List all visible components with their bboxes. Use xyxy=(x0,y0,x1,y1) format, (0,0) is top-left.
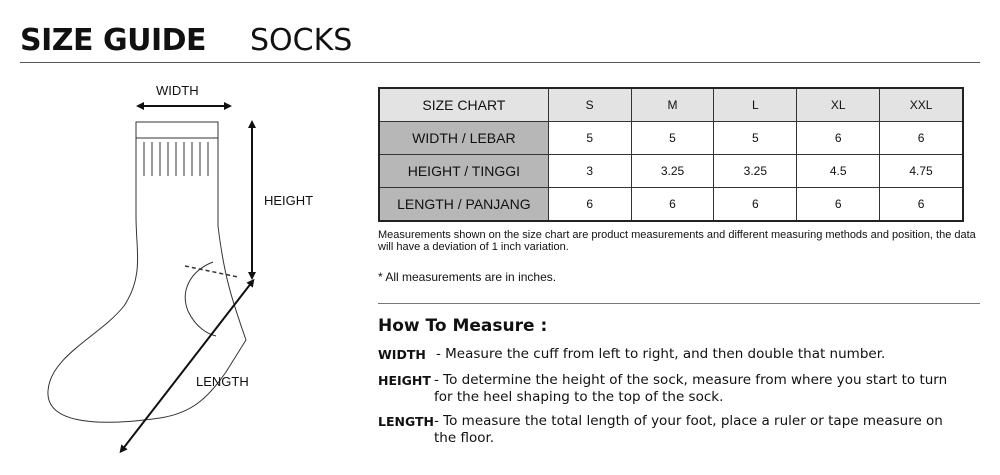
table-cell: 5 xyxy=(548,122,631,155)
height-label: HEIGHT xyxy=(264,193,314,208)
table-header-row xyxy=(379,88,963,122)
measure-desc: - To determine the height of the sock, measure from where you start to turn for the heel shaping to the top of the sock. xyxy=(434,372,948,405)
sock-ribs xyxy=(144,142,208,176)
table-cell: 6 xyxy=(880,188,963,222)
table-cell: 5 xyxy=(631,122,714,155)
measure-key: WIDTH xyxy=(378,347,426,362)
page-header xyxy=(20,16,352,56)
table-corner-cell: SIZE CHART xyxy=(379,88,548,122)
how-to-measure-title: How To Measure : xyxy=(378,316,548,336)
page-title: SIZE GUIDE xyxy=(20,23,207,58)
sock-illustration xyxy=(40,76,340,470)
table-cell: 6 xyxy=(797,122,880,155)
row-label: HEIGHT / TINGGI xyxy=(379,155,548,188)
column-header: L xyxy=(714,88,797,122)
row-label: LENGTH / PANJANG xyxy=(379,188,548,222)
section-divider xyxy=(378,303,980,304)
sock-heel xyxy=(185,262,216,336)
table-cell: 6 xyxy=(714,188,797,222)
column-header: XL xyxy=(797,88,880,122)
width-label: WIDTH xyxy=(156,83,199,98)
measure-desc: - To measure the total length of your foot, place a ruler or tape measure on the floor. xyxy=(434,413,943,446)
table-cell: 3 xyxy=(548,155,631,188)
length-label: LENGTH xyxy=(196,374,249,389)
table-row xyxy=(379,122,963,155)
column-header: S xyxy=(548,88,631,122)
table-cell: 6 xyxy=(631,188,714,222)
table-cell: 6 xyxy=(548,188,631,222)
row-label: WIDTH / LEBAR xyxy=(379,122,548,155)
table-cell: 3.25 xyxy=(714,155,797,188)
header-divider xyxy=(20,62,980,63)
table-cell: 4.75 xyxy=(880,155,963,188)
table-cell: 6 xyxy=(797,188,880,222)
page-subtitle: SOCKS xyxy=(250,23,353,58)
measure-key: HEIGHT xyxy=(378,373,431,388)
size-chart-table xyxy=(378,87,964,222)
measure-desc: - Measure the cuff from left to right, and then double that number. xyxy=(436,346,886,362)
table-row xyxy=(379,155,963,188)
table-row xyxy=(379,188,963,222)
column-header: XXL xyxy=(880,88,963,122)
sock-diagram xyxy=(40,76,340,470)
table-cell: 4.5 xyxy=(797,155,880,188)
table-cell: 3.25 xyxy=(631,155,714,188)
table-cell: 5 xyxy=(714,122,797,155)
column-header: M xyxy=(631,88,714,122)
measurement-note: Measurements shown on the size chart are product measurements and different measuring methods and position, the data will have a deviation of 1 inch variation. xyxy=(378,229,976,253)
table-cell: 6 xyxy=(880,122,963,155)
sock-cuff xyxy=(136,122,218,138)
measure-key: LENGTH xyxy=(378,414,434,429)
inches-note: * All measurements are in inches. xyxy=(378,270,557,284)
